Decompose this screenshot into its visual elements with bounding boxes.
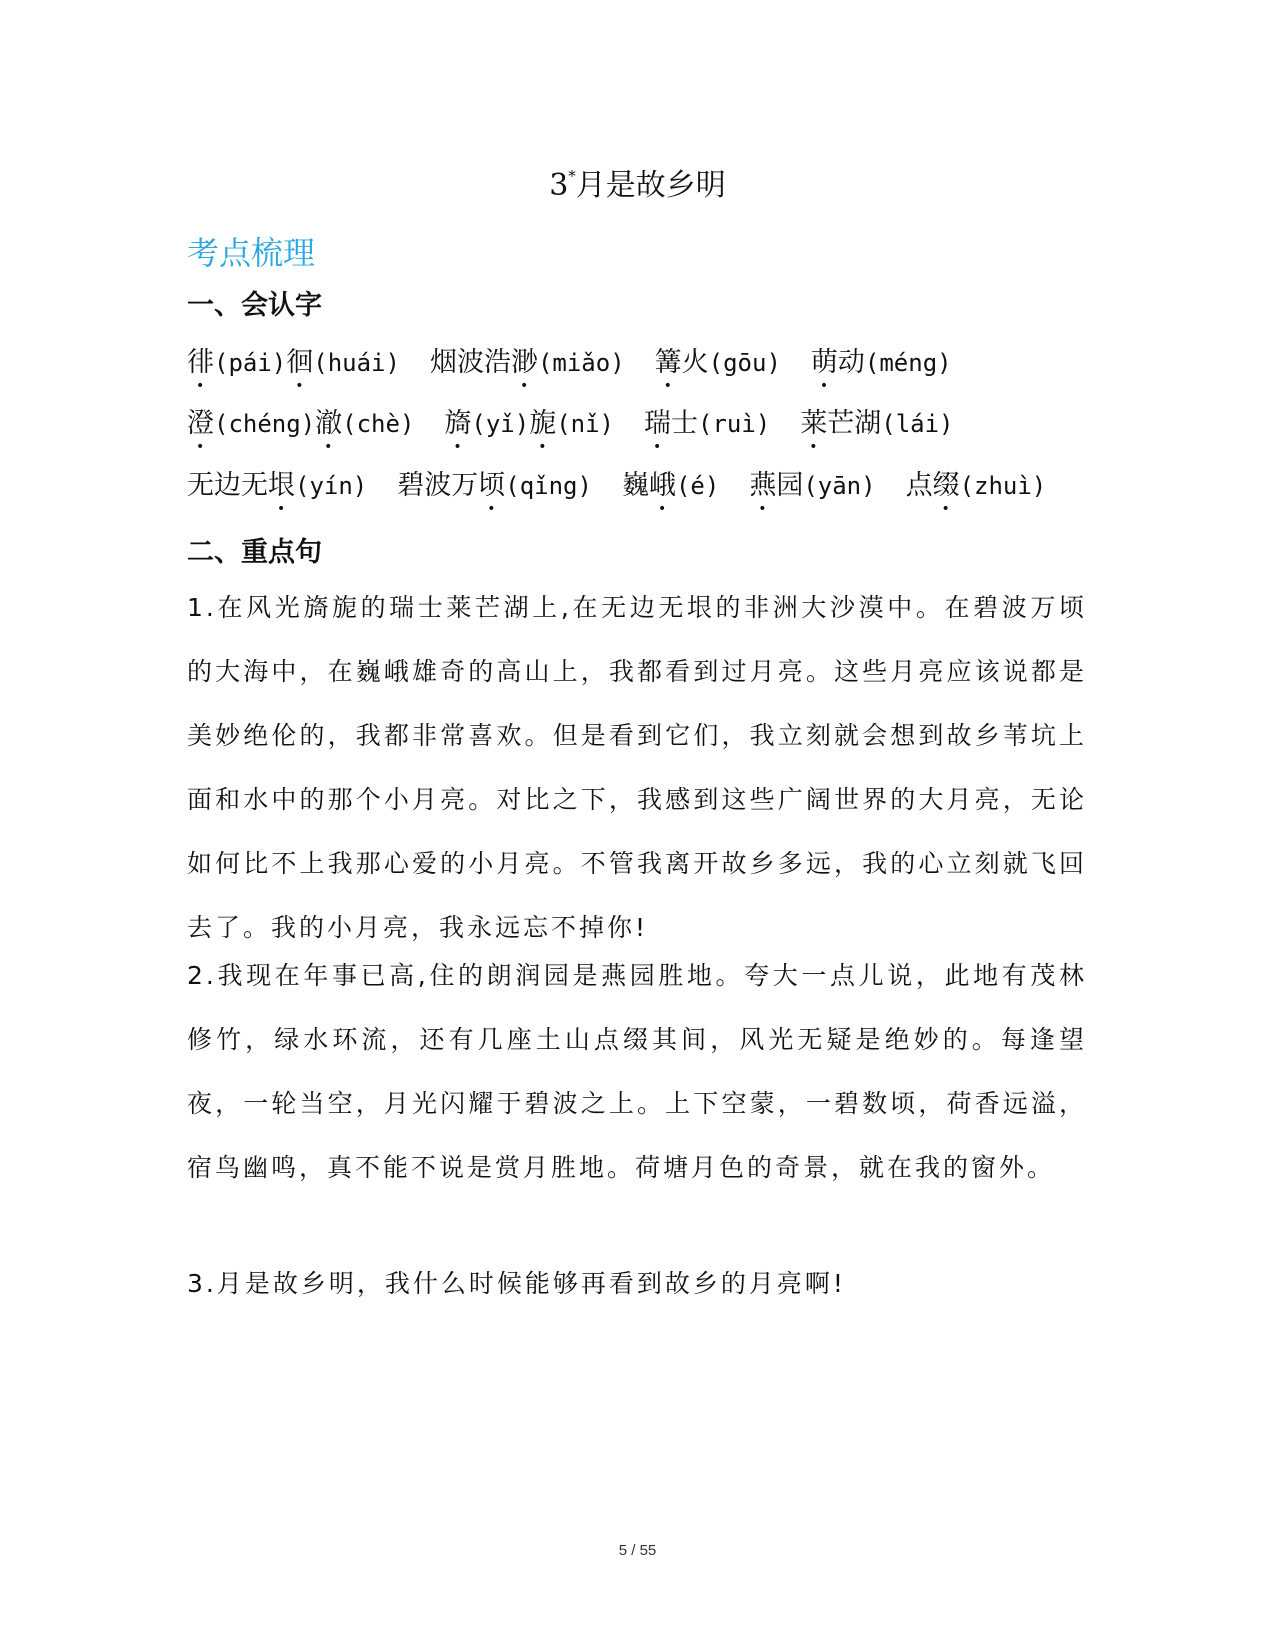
vocab-text: 动 [837,347,865,378]
vocab-pinyin: (é) [675,472,720,500]
vocab-word [286,340,400,394]
vocab-pinyin: (gōu) [708,349,781,377]
vocab-pinyin: (méng) [864,349,952,377]
vocab-word [315,401,414,455]
heading-key-sentences: 二、重点句 [187,537,322,568]
paragraph-3: 3.月是故乡明，我什么时候能够再看到故乡的月亮啊! [187,1269,846,1298]
vocab-target-char: 旎 [529,408,557,439]
vocab-word [655,340,781,394]
heading-recognize-characters: 一、会认字 [187,290,322,321]
vocab-target-char: 萌 [810,347,838,378]
vocab-target-char: 徊 [286,347,314,378]
vocab-text: 园 [776,470,804,501]
paragraph-1: 1.在风光旖旎的瑞士莱芒湖上,在无边无垠的非洲大沙漠中。在碧波万顷的大海中，在巍峨雄奇的高山上，我都看到过月亮。这些月亮应该说都是美妙绝伦的，我都非常喜欢。但是看到它们，我立刻就会想到故乡苇坑上面和水中的那个小月亮。对比之下，我感到这些广阔世界的大月亮，无论如何比不上我那心爱的小月亮。不管我离开故乡多远，我的心立刻就飞回去了。我的小月亮，我永远忘不掉你! [187,593,1087,942]
vocab-target-char: 澈 [315,408,343,439]
vocab-pinyin: (chè) [342,410,415,438]
vocab-word [430,340,625,394]
vocab-target-char: 顷 [478,470,506,501]
vocab-text: 士 [671,408,698,439]
vocab-pinyin: (miǎo) [537,349,625,377]
section-label: 考点梳理 [187,234,316,272]
vocab-target-char: 旖 [444,408,472,439]
vocab-pinyin: (pái) [214,349,287,377]
vocab-word [906,463,1047,517]
vocab-word [187,401,315,455]
vocab-target-char: 徘 [187,347,214,378]
vocab-text: 无边无 [187,470,268,501]
vocab-pinyin: (qǐng) [505,472,592,500]
vocab-word [187,463,367,517]
vocab-target-char: 瑞 [644,408,671,439]
vocab-text: 烟波浩 [429,347,511,378]
vocab-target-char: 渺 [510,347,538,378]
vocab-text: 点 [905,470,933,501]
vocab-pinyin: (ruì) [698,410,771,438]
title-number: 3 [549,168,569,203]
vocab-target-char: 澄 [187,408,214,439]
vocab-target-char: 峨 [648,470,676,501]
vocab-word [622,463,719,517]
title-asterisk: * [568,167,576,185]
vocab-word [749,463,875,517]
page-number: 5 / 55 [618,1542,657,1559]
vocab-word [444,401,529,455]
page-title [0,160,1275,204]
vocab-target-char: 篝 [654,347,682,378]
vocab-pinyin: (yǐ) [471,410,530,438]
title-text: 月是故乡明 [575,168,726,203]
vocab-target-char: 莱 [800,408,828,439]
vocab-text: 碧波万 [397,470,479,501]
vocab-pinyin: (zhuì) [959,472,1047,500]
vocab-word [644,401,770,455]
vocab-line-3 [187,463,1087,517]
vocab-text: 芒湖 [827,408,882,439]
vocab-pinyin: (huái) [313,349,400,377]
vocab-line-1 [187,340,1087,394]
vocab-word [800,401,953,455]
vocab-line-2 [187,401,1087,455]
vocab-word [811,340,952,394]
vocab-pinyin: (nǐ) [556,410,614,438]
vocab-pinyin: (yín) [295,472,368,500]
vocab-pinyin: (yān) [803,472,876,500]
vocab-pinyin: (chéng) [214,410,316,438]
vocab-target-char: 缀 [932,470,960,501]
vocab-pinyin: (lái) [881,410,954,438]
vocab-target-char: 燕 [749,470,777,501]
vocab-text: 巍 [621,470,649,501]
vocab-target-char: 垠 [268,470,295,501]
vocab-word [187,340,286,394]
vocab-word [529,401,614,455]
vocab-word [397,463,592,517]
vocab-text: 火 [681,347,709,378]
paragraph-2: 2.我现在年事已高,住的朗润园是燕园胜地。夸大一点儿说，此地有茂林修竹，绿水环流，还有几座土山点缀其间，风光无疑是绝妙的。每逢望夜，一轮当空，月光闪耀于碧波之上。上下空蒙，一碧数顷，荷香远溢，宿鸟幽鸣，真不能不说是赏月胜地。荷塘月色的奇景，就在我的窗外。 [187,961,1087,1182]
